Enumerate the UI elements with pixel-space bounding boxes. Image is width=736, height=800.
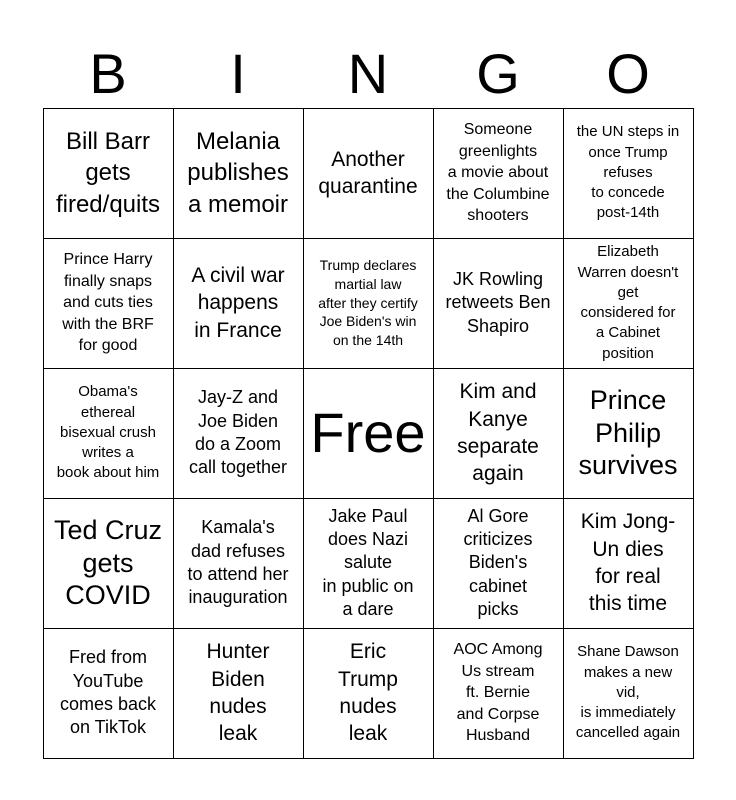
bingo-cell[interactable] [433,628,564,759]
bingo-cell[interactable] [433,108,564,239]
bingo-cell[interactable] [303,498,434,629]
cell-text: Jay-Z and Joe Biden do a Zoom call together [188,387,288,478]
bingo-board [43,108,693,758]
cell-text: Obama's ethereal bisexual crush writes a book about him [56,383,160,482]
cell-text: Shane Dawson makes a new vid, is immediately cancelled again [575,643,681,742]
bingo-cell[interactable] [303,628,434,759]
bingo-cell[interactable] [563,628,694,759]
cell-text: Al Gore criticizes Biden's cabinet picks [463,505,533,620]
cell-text: Kamala's dad refuses to attend her inauguration [187,517,289,608]
cell-text: Hunter Biden nudes leak [206,640,270,746]
cell-text: the UN steps in once Trump refuses to concede post-14th [576,123,680,222]
bingo-cell[interactable] [303,108,434,239]
cell-text: Jake Paul does Nazi salute in public on a dare [322,505,414,620]
cell-text: Fred from YouTube comes back on TikTok [59,647,157,738]
bingo-cell[interactable] [173,238,304,369]
title-letter-o: O [606,42,650,105]
cell-text: Melania publishes a memoir [187,128,289,218]
title-letter-i: I [230,42,246,105]
bingo-free-space[interactable] [303,368,434,499]
bingo-cell[interactable] [43,108,174,239]
cell-text: A civil war happens in France [191,264,285,342]
cell-text: Prince Harry finally snaps and cuts ties with the BRF for good [62,251,154,355]
bingo-cell[interactable] [173,108,304,239]
bingo-cell[interactable] [433,238,564,369]
bingo-cell[interactable] [563,498,694,629]
title-letter-n: N [347,42,389,105]
bingo-cell[interactable] [433,368,564,499]
bingo-cell[interactable] [303,238,434,369]
cell-text: Ted Cruz gets COVID [53,515,163,611]
bingo-cell[interactable] [43,628,174,759]
cell-text: JK Rowling retweets Ben Shapiro [445,268,551,336]
cell-text: Someone greenlights a movie about the Columbine shooters [446,121,550,225]
bingo-cell[interactable] [173,368,304,499]
cell-text: Eric Trump nudes leak [338,640,398,746]
bingo-cell[interactable] [563,238,694,369]
bingo-cell[interactable] [563,108,694,239]
bingo-cell[interactable] [173,498,304,629]
cell-text: Another quarantine [318,147,418,198]
bingo-cell[interactable] [43,238,174,369]
cell-text: Bill Barr gets fired/quits [55,128,161,218]
free-space-text: Free [310,400,426,464]
title-letter-b: B [89,42,127,105]
cell-text: AOC Among Us stream ft. Bernie and Corpse Husband [453,641,543,745]
cell-text: Trump declares martial law after they certify Joe Biden's win on the 14th [318,256,418,349]
cell-text: Kim Jong- Un dies for real this time [580,510,676,616]
bingo-title [43,40,693,108]
bingo-cell[interactable] [563,368,694,499]
title-letter-g: G [476,42,520,105]
bingo-cell[interactable] [43,368,174,499]
cell-text: Kim and Kanye separate again [457,380,539,486]
cell-text: Elizabeth Warren doesn't get considered for a Cabinet position [577,243,679,362]
bingo-cell[interactable] [43,498,174,629]
bingo-cell[interactable] [433,498,564,629]
bingo-cell[interactable] [173,628,304,759]
cell-text: Prince Philip survives [578,385,678,481]
